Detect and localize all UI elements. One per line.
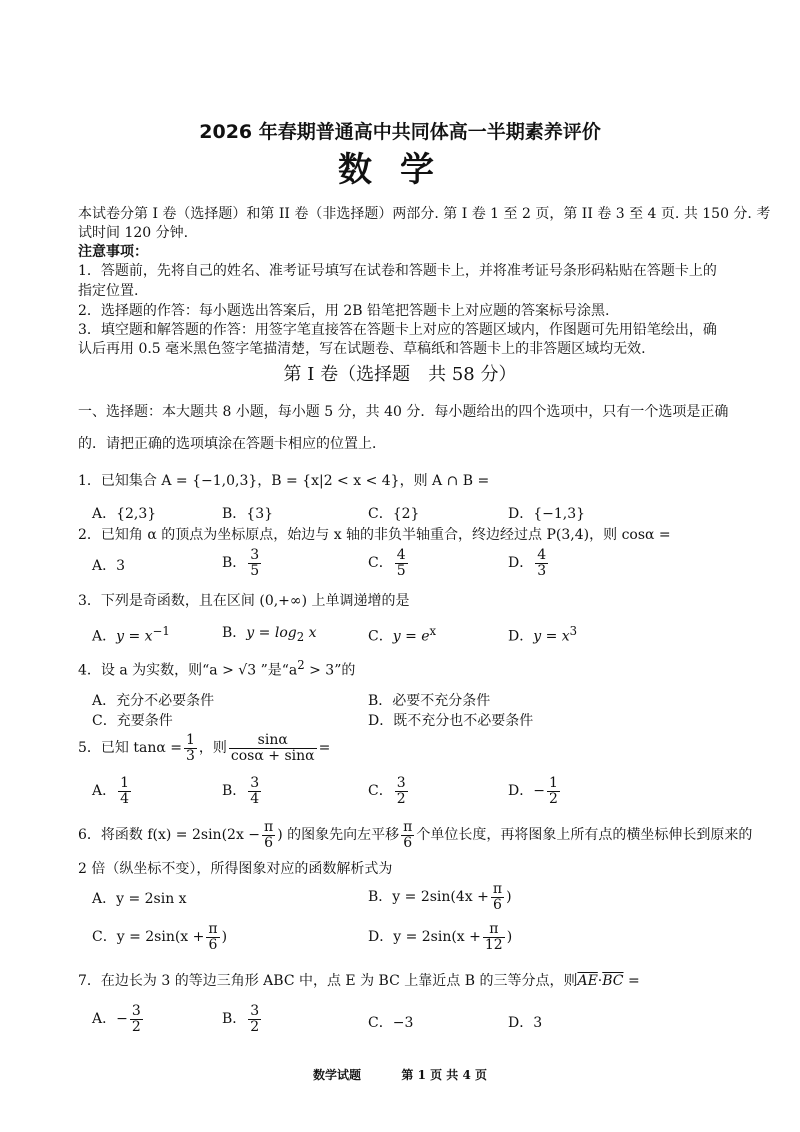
q2-d-fraction: $\frac{4}{3}$ — [537, 547, 547, 579]
q7-option-a: A．− $\frac{3}{2}$ — [92, 1003, 141, 1035]
intro-line-1: 本试卷分第 I 卷（选择题）和第 II 卷（非选择题）两部分. 第 I 卷 1 至 2 页，第 II 卷 3 至 4 页. 共 150 分. 考 — [78, 206, 771, 222]
q2-option-d: D． $\frac{4}{3}$ — [508, 547, 547, 579]
q3-option-b: B．$y = \log_2 x$ — [222, 625, 317, 644]
q6-b-fraction: $\frac{\pi}{6}$ — [492, 881, 503, 913]
q3-option-c: C．$y = e^x$ — [368, 624, 437, 645]
q6-shift-fraction-1: $\frac{\pi}{6}$ — [264, 819, 274, 851]
q1-option-a: A．{2,3} — [92, 506, 157, 522]
q6-c-fraction: $\frac{\pi}{6}$ — [208, 921, 218, 953]
q5-stem: 5．已知 tanα = $\frac{1}{3}$ ，则 $\frac{\sin\alpha}{\cos\alpha + \sin\alpha}$ = — [78, 732, 331, 764]
q6-option-a: A．y = 2sin x — [92, 891, 187, 907]
q2-c-fraction: $\frac{4}{5}$ — [396, 547, 406, 579]
q7-option-d: D．3 — [508, 1015, 543, 1031]
subject-title: 数学 — [338, 150, 462, 190]
q6-option-b: B．y = 2sin(4x + $\frac{\pi}{6}$ ) — [368, 881, 512, 913]
q5-option-d: D．− $\frac{1}{2}$ — [508, 775, 558, 807]
q3-stem: 3．下列是奇函数，且在区间 (0,+∞) 上单调递增的是 — [78, 593, 410, 609]
q7-option-c: C．−3 — [368, 1015, 414, 1031]
q4-option-b: B．必要不充分条件 — [368, 693, 491, 709]
q4-option-c: C．充要条件 — [92, 713, 173, 729]
q5-expression-fraction: $\frac{\sin\alpha}{\cos\alpha + \sin\alpha}$ — [230, 732, 315, 764]
section-title: 第 I 卷（选择题 共 58 分） — [283, 364, 517, 385]
q1-stem: 1．已知集合 A = {−1,0,3}，B = {x|2 < x < 4}，则 A ∩ B = — [78, 473, 490, 489]
q1-option-b: B．{3} — [222, 506, 274, 522]
q2-option-a: A．3 — [92, 558, 126, 574]
q4-option-a: A．充分不必要条件 — [92, 693, 215, 709]
exam-title: 2026 年春期普通高中共同体高一半期素养评价 — [199, 121, 601, 143]
q7-option-b: B． $\frac{3}{2}$ — [222, 1003, 260, 1035]
note-3a: 3．填空题和解答题的作答：用签字笔直接答在答题卡上对应的答题区域内，作图题可先用铅笔绘出，确 — [78, 322, 717, 338]
note-1a: 1．答题前，先将自己的姓名、准考证号填写在试卷和答题卡上，并将准考证号条形码粘贴在答题卡上的 — [78, 263, 717, 279]
q7-stem: 7．在边长为 3 的等边三角形 ABC 中，点 E 为 BC 上靠近点 B 的三等分点，则$\overline{AE}\cdot\overline{BC}$ = — [78, 973, 640, 989]
q5-option-a: A． $\frac{1}{4}$ — [92, 775, 130, 807]
q5-d-fraction: $\frac{1}{2}$ — [548, 775, 558, 807]
vector-ae: $\overline{AE}$ — [577, 973, 598, 989]
q5-a-fraction: $\frac{1}{4}$ — [120, 775, 130, 807]
note-3b: 认后再用 0.5 毫米黑色签字笔描清楚，写在试题卷、草稿纸和答题卡上的非答题区域均无效. — [78, 341, 646, 357]
q6-stem-1: 6．将函数 f(x) = 2sin(2x − $\frac{\pi}{6}$ ) 的图象先向左平移 $\frac{\pi}{6}$ 个单位长度，再将图象上所有点的横坐标伸长到原来的 — [78, 819, 753, 851]
q2-option-b: B． $\frac{3}{5}$ — [222, 547, 260, 579]
section-instr-1: 一、选择题：本大题共 8 小题，每小题 5 分，共 40 分．每小题给出的四个选项中，只有一个选项是正确 — [78, 404, 729, 420]
q4-stem: 4．设 a 为实数，则“a > √3 ”是“$a^2 > 3$”的 — [78, 658, 356, 679]
q5-tan-fraction: $\frac{1}{3}$ — [185, 732, 195, 764]
intro-line-2: 试时间 120 分钟. — [78, 225, 189, 241]
q5-c-fraction: $\frac{3}{2}$ — [396, 775, 406, 807]
q1-option-c: C．{2} — [368, 506, 420, 522]
notes-heading: 注意事项： — [78, 244, 148, 260]
q6-shift-fraction-2: $\frac{\pi}{6}$ — [403, 819, 413, 851]
q6-d-fraction: $\frac{\pi}{12}$ — [484, 921, 503, 953]
footer-subject: 数学试题 — [313, 1068, 362, 1082]
q7-a-fraction: $\frac{3}{2}$ — [131, 1003, 141, 1035]
q7-b-fraction: $\frac{3}{2}$ — [250, 1003, 260, 1035]
q3-option-d: D．$y = x^3$ — [508, 624, 578, 645]
q5-option-b: B． $\frac{3}{4}$ — [222, 775, 260, 807]
note-2: 2．选择题的作答：每小题选出答案后，用 2B 铅笔把答题卡上对应题的答案标号涂黑. — [78, 303, 610, 319]
q6-option-c: C．y = 2sin(x + $\frac{\pi}{6}$ ) — [92, 921, 228, 953]
q5-option-c: C． $\frac{3}{2}$ — [368, 775, 406, 807]
note-1b: 指定位置. — [78, 283, 139, 299]
q6-stem-2: 2 倍（纵坐标不变），所得图象对应的函数解析式为 — [78, 861, 393, 877]
q2-option-c: C． $\frac{4}{5}$ — [368, 547, 406, 579]
q4-option-d: D．既不充分也不必要条件 — [368, 713, 534, 729]
q6-option-d: D．y = 2sin(x + $\frac{\pi}{12}$ ) — [368, 921, 513, 953]
section-instr-2: 的．请把正确的选项填涂在答题卡相应的位置上． — [78, 436, 386, 452]
q5-b-fraction: $\frac{3}{4}$ — [250, 775, 260, 807]
q2-b-fraction: $\frac{3}{5}$ — [250, 547, 260, 579]
q1-option-d: D．{−1,3} — [508, 506, 586, 522]
q2-stem: 2．已知角 α 的顶点为坐标原点，始边与 x 轴的非负半轴重合，终边经过点 P(3,4)，则 cosα = — [78, 527, 671, 543]
footer-page-number: 第 1 页 共 4 页 — [401, 1068, 487, 1082]
q3-option-a: A．$y = x^{-1}$ — [92, 624, 170, 645]
vector-bc: $\overline{BC}$ — [602, 973, 624, 989]
page-footer — [0, 1067, 800, 1083]
